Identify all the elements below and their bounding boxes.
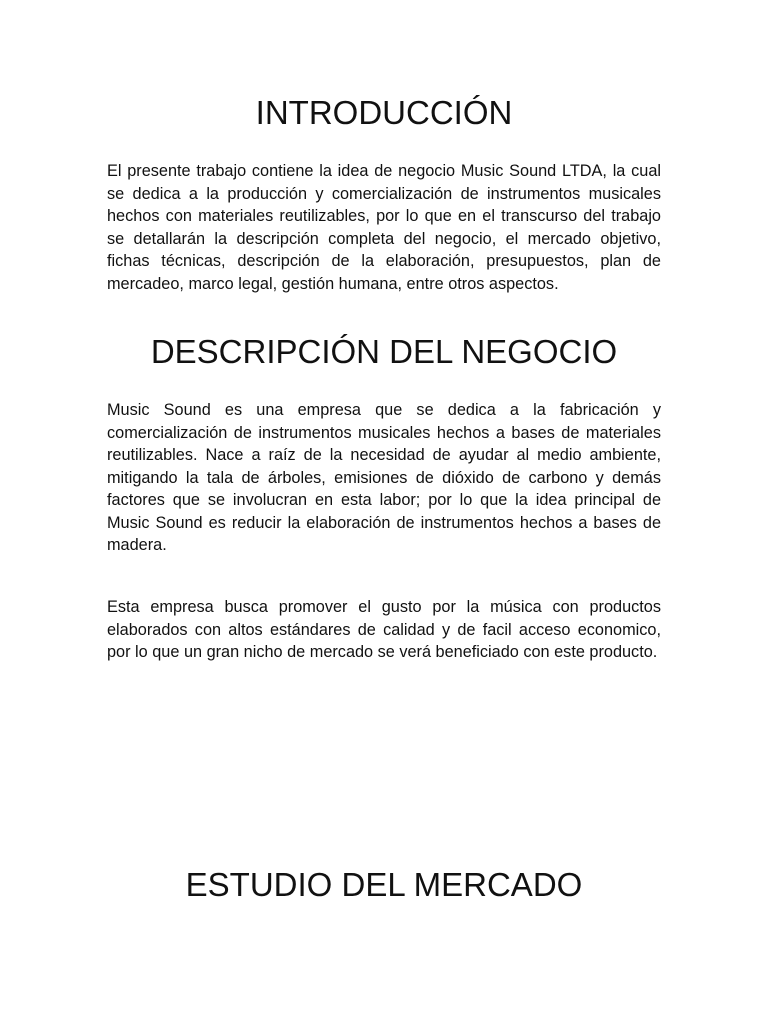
heading-introduccion: INTRODUCCIÓN [255,94,513,131]
paragraph-introduccion: El presente trabajo contiene la idea de negocio Music Sound LTDA, la cual se dedica a la producción y comercialización de instrumentos musicales hechos con materiales reutilizables, por lo que en el transcurso del trabajo se detallarán la descripción completa del negocio, el mercado objetivo, fichas técnicas, descripción de la elaboración, presupuestos, plan de mercadeo, marco legal, gestión humana, entre otros aspectos. [107,162,661,293]
paragraph-descripcion-2: Esta empresa busca promover el gusto por la música con productos elaborados con altos estándares de calidad y de facil acceso economico, por lo que un gran nicho de mercado se verá beneficiado con este producto. [107,598,661,661]
heading-estudio-del-mercado: ESTUDIO DEL MERCADO [185,866,583,903]
paragraph-descripcion-1: Music Sound es una empresa que se dedica a la fabricación y comercialización de instrumentos musicales hechos a bases de materiales reutilizables. Nace a raíz de la necesidad de ayudar al medio ambiente, mitigando la tala de árboles, emisiones de dióxido de carbono y demás factores que se involucran en esta labor; por lo que la idea principal de Music Sound es reducir la elaboración de instrumentos hechos a bases de madera. [107,401,661,554]
heading-descripcion-del-negocio: DESCRIPCIÓN DEL NEGOCIO [150,333,618,370]
